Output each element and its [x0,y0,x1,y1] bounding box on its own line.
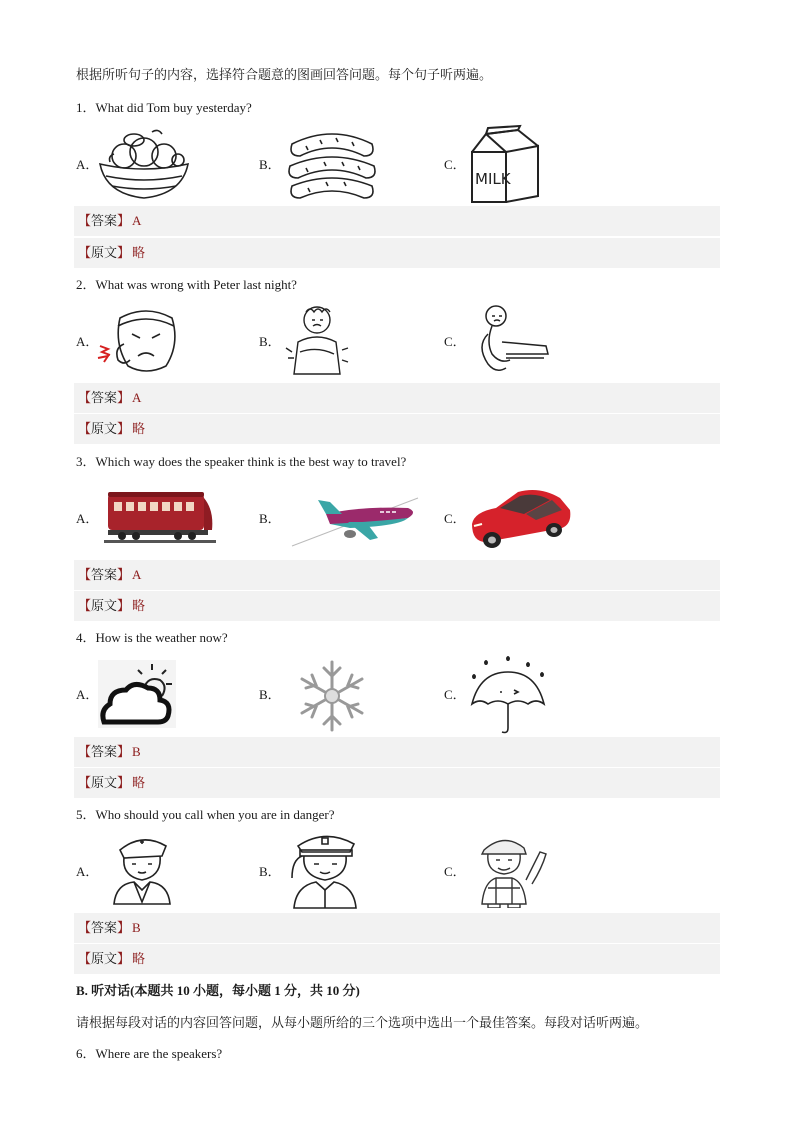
q3-transcript-value: 略 [132,598,146,613]
q2-option-a-label: A． [76,334,99,349]
q5-option-c-label: C． [444,864,466,879]
question-1-text: 1．What did Tom buy yesterday? [76,100,252,115]
q5-transcript-band: 【原文】 略 [74,944,720,974]
q4-option-b-label: B． [259,687,281,702]
q1-transcript-band: 【原文】 略 [74,238,720,268]
umbrella-rain-icon [466,654,548,736]
bread-rolls-icon [284,126,380,202]
q1-option-c-label: C． [444,157,466,172]
cloudy-sun-icon [98,660,176,728]
question-2-text: 2．What was wrong with Peter last night? [76,277,297,292]
q2-transcript-band: 【原文】 略 [74,414,720,444]
q5-answer-value: B [132,920,141,935]
q5-option-a-label: A． [76,864,99,879]
section-b-title: B. 听对话(本题共 10 小题，每小题 1 分，共 10 分) [76,983,360,998]
snowflake-icon [294,658,370,734]
q2-option-b-label: B． [259,334,281,349]
fruit-basket-icon [96,126,192,202]
q4-transcript-value: 略 [132,775,146,790]
q3-answer-value: A [132,567,142,582]
q3-option-b-label: B． [259,511,281,526]
question-6-text: 6．Where are the speakers? [76,1046,223,1061]
q2-answer-value: A [132,390,142,405]
q5-transcript-value: 略 [132,951,146,966]
q4-option-c-label: C． [444,687,466,702]
q4-transcript-band: 【原文】 略 [74,768,720,798]
airplane-icon [290,492,420,548]
q2-option-c-label: C． [444,334,466,349]
stomachache-boy-icon [280,302,354,376]
q3-option-a-label: A． [76,511,99,526]
q3-answer-band: 【答案】 A [74,560,720,590]
milk-label: MILK [475,170,511,188]
q1-transcript-value: 略 [132,245,146,260]
milk-carton-icon [466,124,544,206]
question-4-text: 4．How is the weather now? [76,630,228,645]
doctor-icon [106,832,178,908]
question-3-text: 3．Which way does the speaker think is the best way to travel? [76,454,407,469]
q1-option-a-label: A． [76,157,99,172]
hurt-leg-icon [466,302,552,376]
q5-answer-band: 【答案】 B [74,913,720,943]
transcript-tag: 原文 [91,245,118,260]
train-icon [104,488,216,546]
q4-answer-value: B [132,744,141,759]
q4-option-a-label: A． [76,687,99,702]
q5-option-b-label: B． [259,864,281,879]
police-officer-icon [288,830,362,910]
toothache-boy-icon [96,304,188,376]
section-b-instruction: 请根据每段对话的内容回答问题，从每小题所给的三个选项中选出一个最佳答案。每段对话听两遍。 [76,1015,649,1030]
question-5-text: 5．Who should you call when you are in danger? [76,807,335,822]
q1-answer-value: A [132,213,142,228]
q4-answer-band: 【答案】 B [74,737,720,767]
q3-option-c-label: C． [444,511,466,526]
answer-tag: 答案 [91,213,118,228]
builder-icon [474,832,550,908]
q3-transcript-band: 【原文】 略 [74,591,720,621]
car-icon [466,484,574,552]
intro-text: 根据所听句子的内容，选择符合题意的图画回答问题。每个句子听两遍。 [76,67,493,82]
q1-answer-band: 【答案】 A [74,206,720,236]
q2-answer-band: 【答案】 A [74,383,720,413]
q2-transcript-value: 略 [132,421,146,436]
q1-option-b-label: B． [259,157,281,172]
